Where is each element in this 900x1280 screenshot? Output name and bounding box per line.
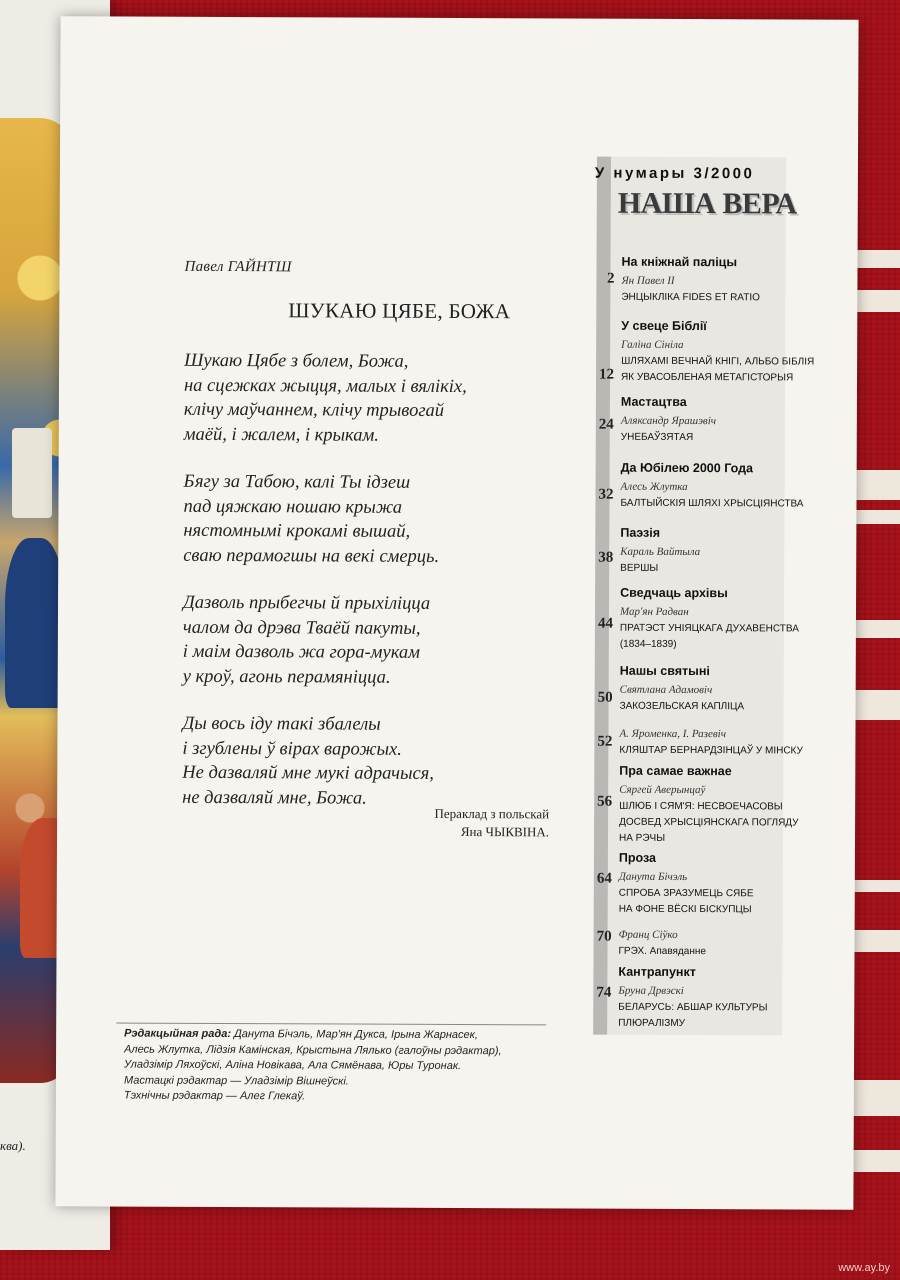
toc-page-number: 24 bbox=[598, 416, 614, 433]
toc-section-heading: Паэзія bbox=[620, 525, 661, 540]
icon-figure bbox=[5, 538, 65, 708]
poem-line: у кроў, агонь перамяніцца. bbox=[182, 666, 391, 688]
toc-page-number: 2 bbox=[606, 270, 615, 287]
poem-line: не дазваляй мне, Божа. bbox=[182, 787, 367, 809]
toc-entry-title: ЭНЦЫКЛІКА FIDES ET RATIO bbox=[621, 291, 760, 304]
toc-entry-title: НА ФОНЕ ВЁСКІ БІСКУПЦЫ bbox=[618, 903, 752, 916]
poem-line: нястомнымі крокамі вышай, bbox=[183, 520, 411, 542]
toc-page-number: 70 bbox=[596, 928, 612, 945]
toc-page-number: 64 bbox=[596, 870, 612, 887]
toc-section-heading: На кніжнай паліцы bbox=[621, 254, 738, 270]
poem-line: Не дазваляй мне мукі адрачыся, bbox=[182, 762, 434, 784]
poem-title: ШУКАЮ ЦЯБЕ, БОЖА bbox=[288, 298, 511, 324]
toc-section-heading: Мастацтва bbox=[620, 394, 687, 410]
toc-entry-title: КЛЯШТАР БЕРНАРДЗІНЦАЎ У МІНСКУ bbox=[619, 744, 803, 757]
toc-issue-header: У нумары 3/2000 bbox=[594, 164, 755, 183]
cloth-stripe bbox=[850, 470, 900, 500]
toc-entry-author: А. Яроменка, І. Разевіч bbox=[619, 727, 726, 741]
toc-entry-author: Галіна Сініла bbox=[621, 338, 684, 351]
poem-stanza bbox=[183, 591, 563, 691]
magazine-logo: НАША ВЕРА bbox=[617, 186, 797, 221]
show-through-header bbox=[160, 107, 166, 118]
toc-entry-author: Караль Вайтыла bbox=[620, 545, 701, 559]
toc-page-number: 32 bbox=[598, 486, 614, 503]
toc-entry-title: ПРАТЭСТ УНІЯЦКАГА ДУХАВЕНСТВА bbox=[619, 622, 799, 635]
toc-section-heading: Сведчаць архівы bbox=[620, 585, 728, 601]
poem bbox=[182, 259, 565, 835]
cloth-stripe bbox=[850, 510, 900, 524]
toc-entry-title: ВЕРШЫ bbox=[620, 562, 659, 574]
poem-line: Ды вось іду такі збалелы bbox=[182, 713, 381, 735]
magazine-page bbox=[55, 16, 858, 1209]
toc-section-heading: Да Юбілею 2000 Года bbox=[620, 460, 754, 476]
toc-entry-title: ПЛЮРАЛІЗМУ bbox=[618, 1017, 686, 1029]
board-line: Уладзімір Ляхоўскі, Аліна Новікава, Ала Сямёнава, Юры Туронак. bbox=[124, 1058, 462, 1073]
toc-entry-author: Ян Павел II bbox=[621, 274, 675, 287]
toc-entry-author: Сяргей Аверынцаў bbox=[619, 783, 706, 797]
toc-entry-title: ШЛЯХАМІ ВЕЧНАЙ КНІГІ, АЛЬБО БІБЛІЯ bbox=[621, 355, 815, 368]
toc-entry-title: НА РЭЧЫ bbox=[618, 832, 666, 844]
toc-page-number: 52 bbox=[597, 733, 613, 750]
poem-line: Дазволь прыбегчы й прыхіліцца bbox=[182, 592, 431, 614]
toc-page-number: 74 bbox=[596, 984, 612, 1001]
poem-author: Павел ГАЙНТШ bbox=[184, 258, 292, 276]
board-line bbox=[124, 1027, 584, 1045]
poem-line: Бягу за Табою, калі Ты ідзеш bbox=[183, 471, 411, 493]
poem-line: на сцежках жыцця, малых і вялікіх, bbox=[183, 375, 467, 397]
translation-line: Яна ЧЫКВІНА. bbox=[460, 824, 550, 840]
toc-entry-author: Франц Сіўко bbox=[618, 928, 678, 941]
toc-section-heading: Кантрапункт bbox=[618, 964, 696, 980]
poem-line: чалом да дрэва Тваёй пакуты, bbox=[182, 617, 421, 639]
poem-line: пад цяжкаю ношаю крыжа bbox=[183, 496, 403, 518]
icon-caption-fragment: ква). bbox=[0, 1138, 26, 1153]
toc-entry-title: ЯК УВАСОБЛЕНАЯ МЕТАГІСТОРЫЯ bbox=[621, 371, 794, 384]
toc-page-number: 12 bbox=[599, 366, 615, 383]
toc-page-number: 56 bbox=[597, 793, 613, 810]
board-label: Рэдакцыйная рада: bbox=[124, 1027, 232, 1041]
editorial-board bbox=[124, 1027, 584, 1107]
cloth-stripe bbox=[850, 880, 900, 892]
board-line: Алесь Жлутка, Лідзія Камінская, Крыстына Лялько (галоўны рэдактар), bbox=[124, 1043, 502, 1057]
toc-section-heading: Нашы святыні bbox=[619, 663, 710, 679]
toc-page-number: 50 bbox=[597, 689, 613, 706]
board-line: Тэхнічны рэдактар — Алег Глекаў. bbox=[123, 1089, 306, 1103]
poem-line: і згублены ў вірах варожых. bbox=[182, 738, 402, 760]
poem-line: Шукаю Цябе з болем, Божа, bbox=[184, 350, 409, 372]
cloth-stripe bbox=[850, 1080, 900, 1116]
board-members: Данута Бічэль, Мар'ян Дукса, Ірына Жарнасек, bbox=[230, 1028, 478, 1042]
board-divider bbox=[116, 1023, 546, 1026]
toc-section-heading: У свеце Біблії bbox=[621, 318, 707, 334]
toc-entry-title: ЗАКОЗЕЛЬСКАЯ КАПЛІЦА bbox=[619, 700, 745, 713]
cloth-stripe bbox=[850, 930, 900, 952]
poem-line: клічу маўчаннем, клічу трывогай bbox=[183, 399, 445, 421]
toc-page-number: 44 bbox=[597, 615, 613, 632]
poem-stanza bbox=[183, 470, 563, 570]
watermark: www.ay.by bbox=[838, 1262, 890, 1274]
toc-entry-title: ШЛЮБ І СЯМ'Я: НЕСВОЕЧАСОВЫ bbox=[619, 800, 783, 813]
cloth-stripe bbox=[850, 690, 900, 720]
toc-entry-title: (1834–1839) bbox=[619, 638, 677, 650]
board-line: Мастацкі рэдактар — Уладзімір Вішнеўскі. bbox=[123, 1074, 349, 1088]
toc-entry-title: БАЛТЫЙСКІЯ ШЛЯХІ ХРЫСЦІЯНСТВА bbox=[620, 497, 804, 510]
translation-line: Пераклад з польскай bbox=[434, 805, 550, 822]
toc-entry-title: ГРЭХ. Апавяданне bbox=[618, 945, 706, 958]
poem-stanza bbox=[182, 712, 562, 812]
toc-entry-author: Святлана Адамовіч bbox=[619, 683, 713, 697]
cloth-stripe bbox=[850, 1150, 900, 1172]
toc-entry-author: Бруна Дрвэскі bbox=[618, 984, 684, 997]
toc-page-number: 38 bbox=[598, 549, 614, 566]
toc-entry-author: Аляксандр Ярашэвіч bbox=[620, 414, 717, 428]
toc-section-heading: Пра самае важнае bbox=[619, 763, 732, 779]
toc-entry-title: ДОСВЕД ХРЫСЦІЯНСКАГА ПОГЛЯДУ bbox=[619, 816, 799, 829]
toc-entry-title: СПРОБА ЗРАЗУМЕЦЬ СЯБЕ bbox=[618, 887, 754, 900]
poem-line: і маім дазволь жа гора-мукам bbox=[182, 641, 421, 663]
poem-line: маёй, і жалем, і крыкам. bbox=[183, 424, 379, 446]
toc-entry-title: БЕЛАРУСЬ: АБШАР КУЛЬТУРЫ bbox=[618, 1001, 768, 1014]
toc-entry-author: Алесь Жлутка bbox=[620, 480, 688, 494]
icon-building bbox=[12, 428, 52, 518]
poem-line: сваю перамогшы на векі смерць. bbox=[183, 545, 440, 567]
toc-section-heading: Проза bbox=[618, 850, 657, 865]
cloth-stripe bbox=[850, 290, 900, 312]
cloth-stripe bbox=[850, 620, 900, 638]
toc-entry-title: УНЕБАЎЗЯТАЯ bbox=[620, 431, 694, 444]
poem-stanza bbox=[184, 349, 564, 449]
translation-credit bbox=[369, 805, 549, 842]
toc-entry-author: Мар'ян Радван bbox=[619, 605, 689, 619]
toc-entry-author: Данута Бічэль bbox=[618, 870, 688, 884]
